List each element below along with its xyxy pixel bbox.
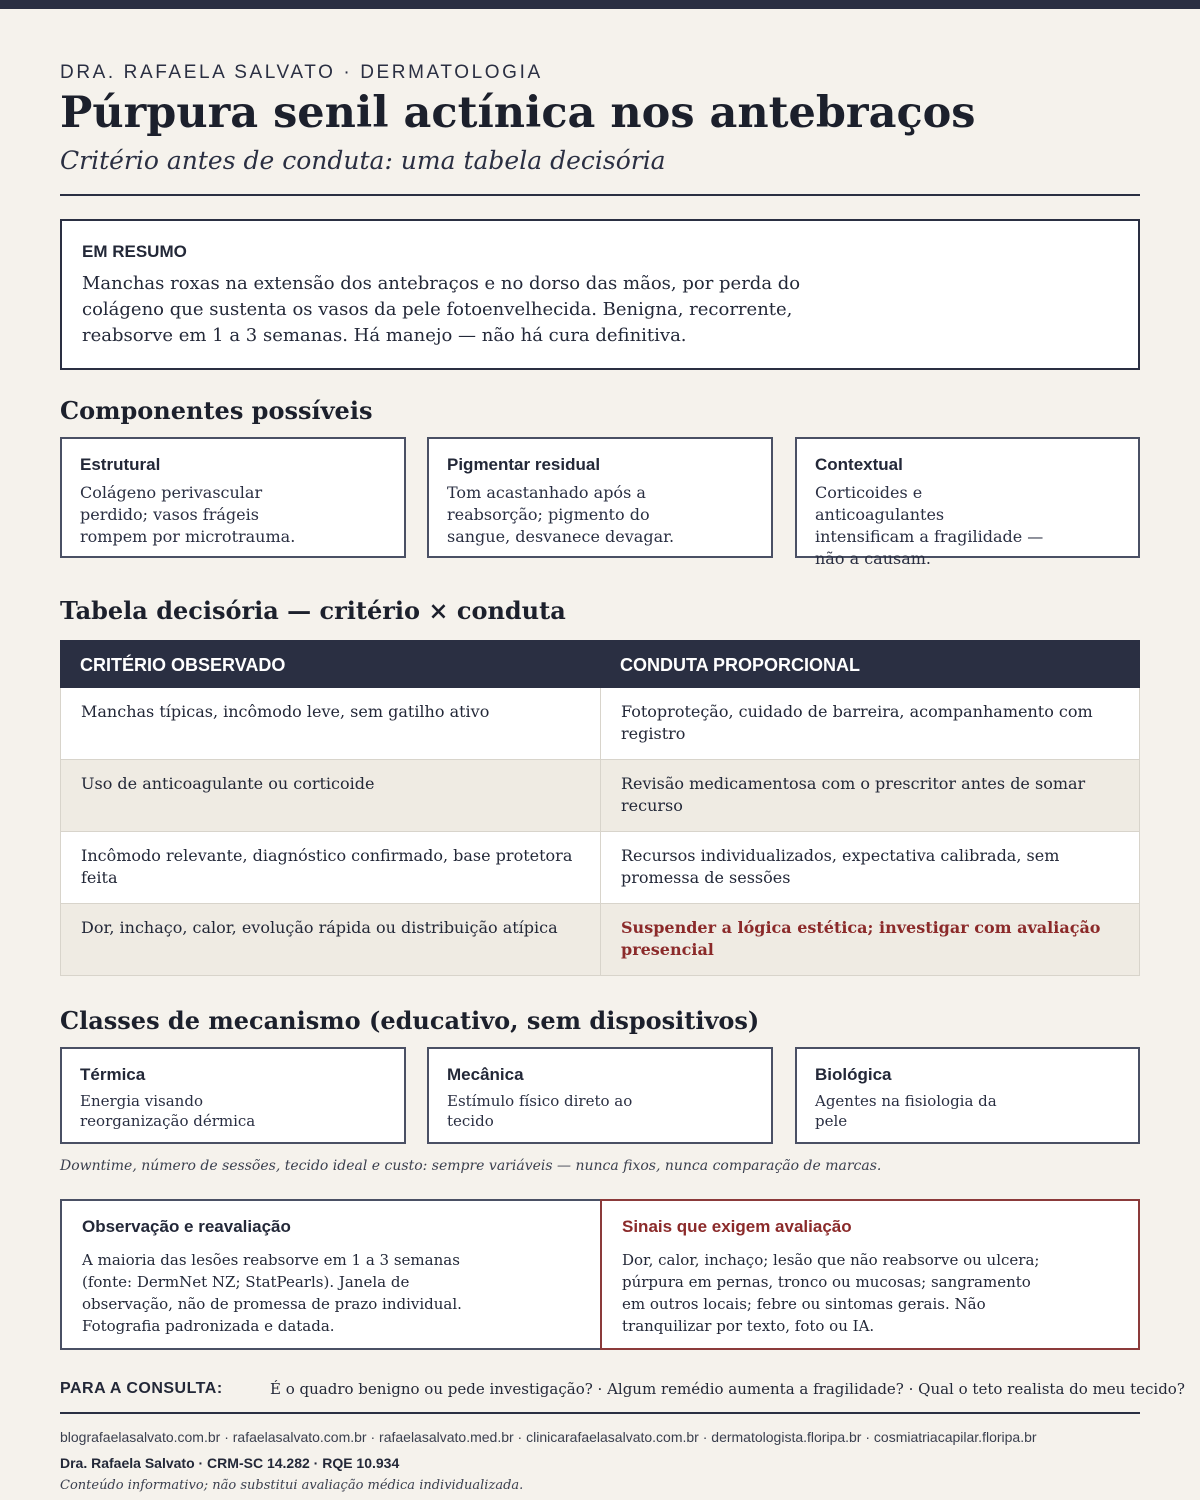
mechanism-card-text: Energia visando reorganização dérmica xyxy=(80,1092,256,1130)
consult-label: PARA A CONSULTA: xyxy=(60,1380,223,1397)
table-cell-action-alert: Suspender a lógica estética; investigar com avaliação presencial xyxy=(621,918,1101,959)
table-row xyxy=(60,832,1140,904)
warning-box xyxy=(600,1199,1140,1350)
warning-text: Dor, calor, inchaço; lesão que não reabsorve ou ulcera; púrpura em pernas, tronco ou mucosas; sangramento em outros locais; febre ou sintomas gerais. Não tranquilizar por texto, foto ou IA. xyxy=(622,1251,1040,1335)
mechanisms-note: Downtime, número de sessões, tecido ideal e custo: sempre variáveis — nunca fixos, nunca comparação de marcas. xyxy=(60,1158,882,1174)
table-cell-action: Fotoproteção, cuidado de barreira, acompanhamento com registro xyxy=(621,702,1093,743)
summary-box xyxy=(60,219,1140,370)
footer-links: blografaelasalvato.com.br · rafaelasalvato.com.br · rafaelasalvato.med.br · clinicarafaelasalvato.com.br · dermatologista.floripa.br · cosmiatriacapilar.floripa.br xyxy=(60,1429,1037,1445)
mechanism-card-mecanica xyxy=(427,1047,773,1144)
page-title: Púrpura senil actínica nos antebraços xyxy=(60,88,976,138)
summary-heading: EM RESUMO xyxy=(82,242,187,261)
consult-questions: É o quadro benigno ou pede investigação? · Algum remédio aumenta a fragilidade? · Qual o teto realista do meu tecido? xyxy=(270,1380,1185,1398)
table-cell-action: Revisão medicamentosa com o prescritor antes de somar recurso xyxy=(621,774,1086,815)
table-cell-action: Recursos individualizados, expectativa calibrada, sem promessa de sessões xyxy=(621,846,1060,887)
footer-divider xyxy=(60,1412,1140,1414)
column-header-action: CONDUTA PROPORCIONAL xyxy=(620,655,860,675)
component-card-title: Estrutural xyxy=(80,455,161,474)
component-card-text: Tom acastanhado após a reabsorção; pigmento do sangue, desvanece devagar. xyxy=(447,483,675,546)
decision-table-heading: Tabela decisória — critério × conduta xyxy=(60,596,566,625)
component-card-pigmentar xyxy=(427,437,773,558)
table-row xyxy=(60,904,1140,976)
footer-doctor-credentials: Dra. Rafaela Salvato · CRM-SC 14.282 · RQE 10.934 xyxy=(60,1455,400,1471)
component-card-title: Pigmentar residual xyxy=(447,455,601,474)
footer-disclaimer: Conteúdo informativo; não substitui avaliação médica individualizada. xyxy=(60,1478,524,1493)
mechanism-card-biologica xyxy=(795,1047,1140,1144)
mechanisms-heading: Classes de mecanismo (educativo, sem dispositivos) xyxy=(60,1006,760,1035)
table-cell-criterion: Uso de anticoagulante ou corticoide xyxy=(61,760,601,831)
mechanism-card-text: Agentes na fisiologia da pele xyxy=(815,1092,997,1130)
page-subtitle: Critério antes de conduta: uma tabela decisória xyxy=(60,146,666,175)
component-card-title: Contextual xyxy=(815,455,903,474)
components-heading: Componentes possíveis xyxy=(60,396,373,425)
observation-text: A maioria das lesões reabsorve em 1 a 3 semanas (fonte: DermNet NZ; StatPearls). Janela de observação, não de promessa de prazo individual. Fotografia padronizada e datada. xyxy=(82,1251,462,1335)
table-cell-criterion: Incômodo relevante, diagnóstico confirmado, base protetora feita xyxy=(61,832,601,903)
table-row xyxy=(60,760,1140,832)
component-card-text: Corticoides e anticoagulantes intensificam a fragilidade — não a causam. xyxy=(815,483,1044,568)
mechanism-card-title: Térmica xyxy=(80,1065,146,1084)
component-card-text: Colágeno perivascular perdido; vasos frágeis rompem por microtrauma. xyxy=(80,483,296,546)
table-row xyxy=(60,688,1140,760)
warning-title: Sinais que exigem avaliação xyxy=(622,1217,852,1236)
mechanism-card-title: Biológica xyxy=(815,1065,892,1084)
top-accent-bar xyxy=(0,0,1200,9)
mechanism-card-text: Estímulo físico direto ao tecido xyxy=(447,1092,633,1130)
column-header-criterion: CRITÉRIO OBSERVADO xyxy=(80,655,286,675)
decision-table-header xyxy=(60,640,1140,688)
component-card-estrutural xyxy=(60,437,406,558)
mechanism-card-termica xyxy=(60,1047,406,1144)
header-divider xyxy=(60,194,1140,196)
mechanism-card-title: Mecânica xyxy=(447,1065,524,1084)
summary-text: Manchas roxas na extensão dos antebraços e no dorso das mãos, por perda do colágeno que sustenta os vasos da pele fotoenvelhecida. Benigna, recorrente, reabsorve em 1 a 3 semanas. Há manejo — não há cura definitiva. xyxy=(82,273,801,346)
component-card-contextual xyxy=(795,437,1140,568)
author-eyebrow: DRA. RAFAELA SALVATO · DERMATOLOGIA xyxy=(60,62,543,83)
table-cell-criterion: Dor, inchaço, calor, evolução rápida ou distribuição atípica xyxy=(61,904,601,975)
observation-title: Observação e reavaliação xyxy=(82,1217,291,1236)
table-cell-criterion: Manchas típicas, incômodo leve, sem gatilho ativo xyxy=(61,688,601,759)
observation-box xyxy=(60,1199,600,1350)
